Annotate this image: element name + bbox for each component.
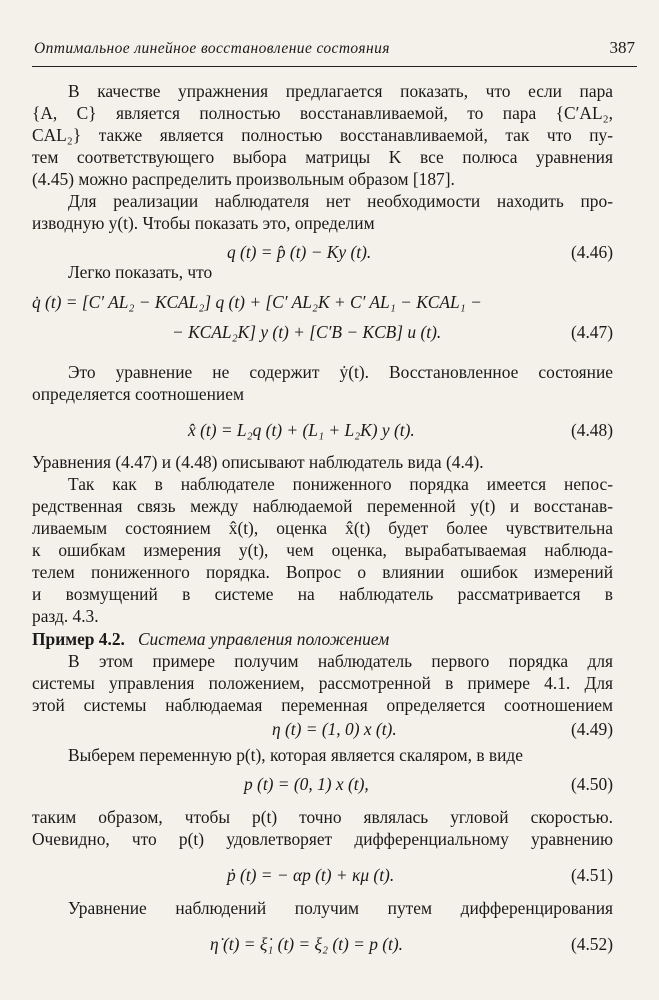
- text-line: {A, C} является полностью восстанавливаемой, то пара {C′AL₂,: [32, 103, 613, 123]
- equation-formula: q̇ (t) = [C′ AL₂ − KCAL₂] q (t) + [C′ AL₂K + C′ AL₁ − KCAL₁ −: [32, 292, 482, 312]
- equation-formula: p (t) = (0, 1) x (t),: [244, 774, 369, 794]
- example-heading: [32, 628, 613, 650]
- text-line: телем пониженного порядка. Вопрос о влиянии ошибок измерений: [32, 562, 613, 582]
- text-line: ливаемым состоянием x̂(t), оценка x̂(t) будет более чувствительна: [32, 518, 613, 538]
- equation-formula: − KCAL₂K] y (t) + [C′B − KCB] u (t).: [172, 322, 442, 342]
- text-line: определяется соотношением: [32, 384, 244, 404]
- equation-number: (4.47): [570, 322, 613, 342]
- equation-formula: q (t) = p̂ (t) − Ky (t).: [227, 242, 372, 262]
- text-line: Уравнение наблюдений получим путем дифференцирования: [68, 898, 613, 918]
- equation-4-50: [32, 772, 613, 796]
- example-title: Система управления положением: [137, 629, 390, 649]
- text-line: системы управления положением, рассмотренной в примере 4.1. Для: [32, 673, 613, 693]
- example-label: Пример 4.2.: [32, 629, 125, 649]
- text-line: Для реализации наблюдателя нет необходимости находить про-: [68, 191, 613, 211]
- equation-4-49: [32, 717, 613, 741]
- text-line: редственная связь между наблюдаемой переменной y(t) и восстанав-: [32, 496, 613, 516]
- equation-4-47-line1: [32, 290, 613, 314]
- equation-number: (4.50): [570, 774, 613, 794]
- text-line: Очевидно, что p(t) удовлетворяет дифференциальному уравнению: [32, 829, 613, 849]
- text-line: Это уравнение не содержит ẏ(t). Восстановленное состояние: [68, 362, 613, 382]
- equation-4-52: [32, 932, 613, 956]
- text-line: этой системы наблюдаемая переменная определяется соотношением: [32, 695, 613, 715]
- text-line: В этом примере получим наблюдатель первого порядка для: [68, 651, 613, 671]
- text-line: разд. 4.3.: [32, 606, 99, 626]
- text-line: и возмущений в системе на наблюдатель рассматривается в: [32, 584, 613, 604]
- text-line: к ошибкам измерения y(t), чем оценка, вырабатываемая наблюда-: [32, 540, 613, 560]
- equation-4-47-line2: [32, 320, 613, 344]
- page-number: 387: [609, 38, 635, 57]
- equation-formula: x̂ (t) = L₂q (t) + (L₁ + L₂K) y (t).: [188, 420, 415, 440]
- text-line: изводную y(t). Чтобы показать это, определим: [32, 213, 375, 233]
- equation-number: (4.51): [570, 865, 613, 885]
- text-line: тем соответствующего выбора матрицы K все полюса уравнения: [32, 147, 613, 167]
- equation-4-51: [32, 863, 613, 887]
- equation-number: (4.46): [570, 242, 613, 262]
- equation-number: (4.48): [570, 420, 613, 440]
- equation-formula: ṗ (t) = − αp (t) + κμ (t).: [227, 865, 395, 885]
- equation-4-48: [32, 418, 613, 442]
- equation-number: (4.49): [570, 719, 613, 739]
- equation-number: (4.52): [570, 934, 613, 954]
- equation-formula: η (t) = (1, 0) x (t).: [272, 719, 397, 739]
- text-line: Легко показать, что: [68, 262, 213, 282]
- text-line: Выберем переменную p(t), которая является скаляром, в виде: [68, 745, 523, 765]
- text-line: CAL₂} также является полностью восстанавливаемой, так что пу-: [32, 125, 613, 145]
- text-line: Уравнения (4.47) и (4.48) описывают наблюдатель вида (4.4).: [32, 452, 484, 472]
- running-title: Оптимальное линейное восстановление состояния: [34, 40, 390, 57]
- text-line: В качестве упражнения предлагается показать, что если пара: [68, 81, 613, 101]
- text-line: Так как в наблюдателе пониженного порядка имеется непос-: [68, 474, 613, 494]
- text-line: (4.45) можно распределить произвольным образом [187].: [32, 169, 455, 189]
- text-line: таким образом, чтобы p(t) точно являлась угловой скоростью.: [32, 807, 613, 827]
- equation-formula: η̇ (t) = ξ̇₁ (t) = ξ₂ (t) = p (t).: [210, 934, 403, 954]
- page-header: [32, 36, 637, 67]
